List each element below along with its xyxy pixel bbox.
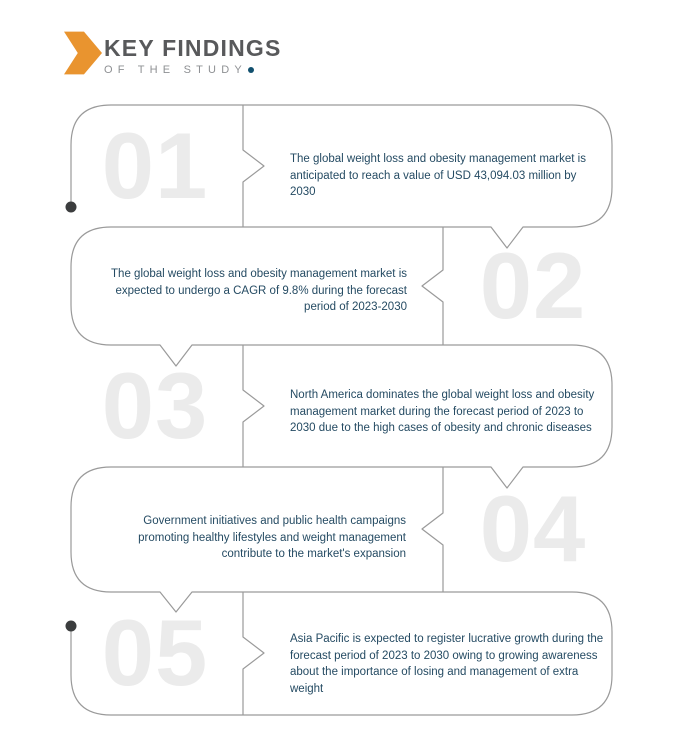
finding-text-1: The global weight loss and obesity management market is anticipated to reach a value of USD 43,094.03 million by 2030 (290, 153, 586, 198)
page-title: KEY FINDINGS (104, 35, 282, 61)
divider-chevron-3 (243, 345, 264, 467)
finding-text-2: The global weight loss and obesity management market is expected to undergo a CAGR of 9.8% during the forecast period of 2023-2030 (111, 268, 407, 313)
page-subtitle: OF THE STUDY (104, 64, 247, 76)
finding-number-3: 03 (101, 353, 209, 458)
finding-number-1: 01 (101, 113, 209, 218)
finding-text-5: Asia Pacific is expected to register lucrative growth during the forecast period of 2023 to 2030 owing to growing awareness about the importance of losing and management of extra weight (290, 633, 604, 695)
divider-chevron-5 (243, 592, 264, 715)
divider-chevron-2 (422, 227, 443, 345)
finding-number-4: 04 (479, 476, 587, 581)
finding-number-2: 02 (479, 233, 587, 338)
finding-text-3: North America dominates the global weight loss and obesity management market during the forecast period of 2023 to 2030 due to the high cases of obesity and chronic diseases (290, 389, 595, 434)
finding-text-4: Government initiatives and public health campaigns promoting healthy lifestyles and weight management contribute to the market's expansion (138, 515, 406, 560)
arrow-chevron-logo-icon (64, 31, 102, 75)
divider-chevron-4 (422, 467, 443, 592)
divider-chevron-1 (243, 105, 264, 227)
finding-number-5: 05 (101, 600, 209, 705)
subtitle-dot-icon (248, 67, 254, 73)
header (104, 35, 282, 76)
